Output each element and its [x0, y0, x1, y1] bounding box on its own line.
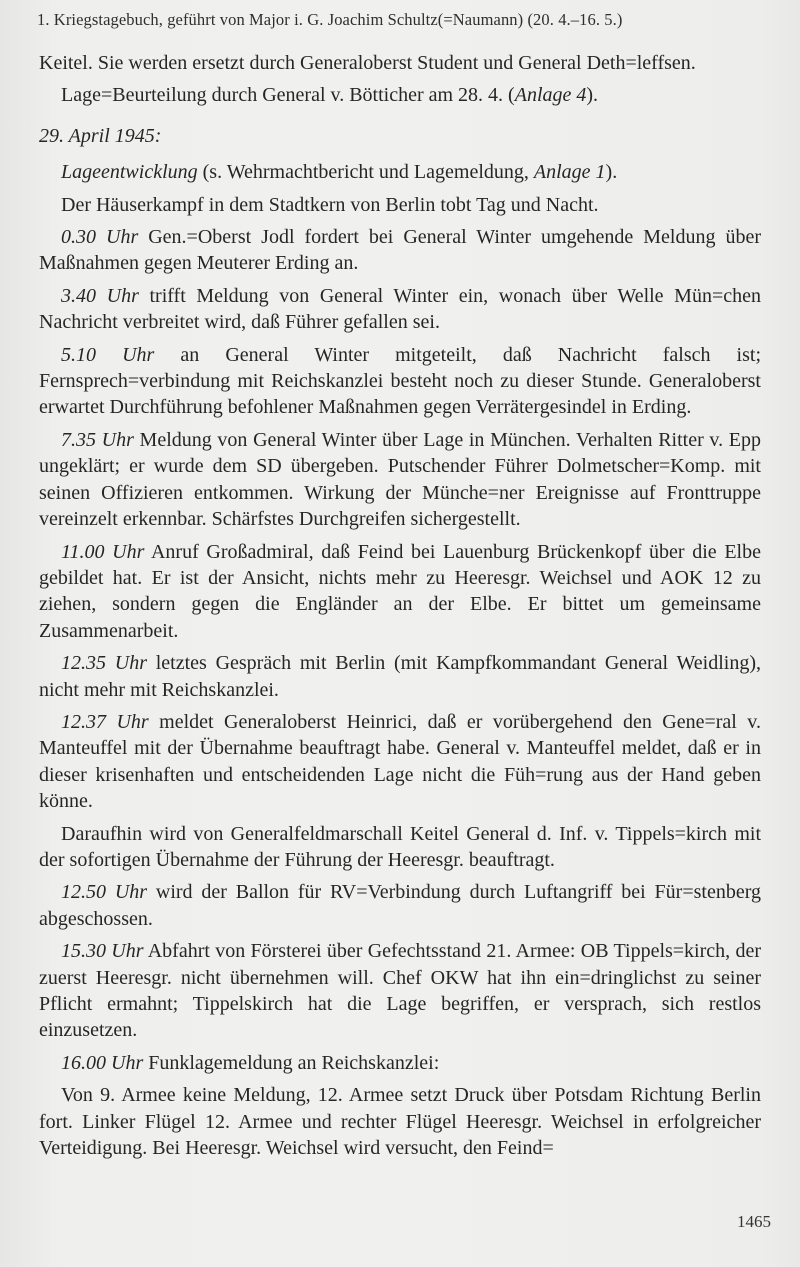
diary-entry [39, 283, 761, 336]
diary-entry [39, 709, 761, 815]
diary-entry [39, 427, 761, 533]
paragraph-lage-beurteilung [39, 82, 761, 108]
entry-text: Funklagemeldung an Reichskanzlei: [143, 1051, 440, 1074]
diary-entry [39, 938, 761, 1044]
diary-entry [39, 224, 761, 277]
date-heading: 29. April 1945: [39, 124, 162, 147]
text: (s. Wehrmachtbericht und Lagemeldung, [197, 161, 534, 184]
entry-text: wird der Ballon für RV=Verbindung durch Luftangriff bei Für=stenberg abgeschossen. [39, 881, 762, 930]
entry-time: 16.00 Uhr [61, 1051, 144, 1074]
entry-text: Abfahrt von Försterei über Gefechtsstand 21. Armee: OB Tippels=kirch, der zuerst Heeresgr. nicht übernehmen will. Chef OKW hat ihn ein=dringlichst zu seiner Pflicht ermahnt; Tippelskirch hat die Lage begriffen, er versprach, sich restlos einzusetzen. [39, 940, 761, 1042]
page-number: 1465 [737, 1212, 771, 1231]
body-text [39, 50, 761, 1161]
entry-time: 5.10 Uhr [61, 343, 155, 366]
entry-time: 0.30 Uhr [61, 226, 139, 249]
entry-text: trifft Meldung von General Winter ein, wonach über Welle Mün=chen Nachricht verbreitet wird, daß Führer gefallen sei. [39, 284, 761, 334]
term: Lageentwicklung [61, 161, 198, 184]
entry-text: Gen.=Oberst Jodl fordert bei General Winter umgehende Meldung über Maßnahmen gegen Meuterer Erding an. [39, 226, 761, 275]
text: ). [605, 161, 618, 184]
entry-time: 12.37 Uhr [61, 710, 149, 733]
annex-reference: Anlage 4 [514, 84, 587, 107]
paragraph-lageentwicklung [39, 159, 761, 185]
entry-text: letztes Gespräch mit Berlin (mit Kampfkommandant General Weidling), nicht mehr mit Reichskanzlei. [39, 652, 761, 701]
entry-text: Anruf Großadmiral, daß Feind bei Lauenburg Brückenkopf über die Elbe gebildet hat. Er ist der Ansicht, nichts mehr zu Heeresgr. Weichsel und AOK 12 zu ziehen, sondern gegen die Engländer an der Elbe. Er bittet um gemeinsame Zusammenarbeit. [39, 540, 761, 642]
entry-time: 3.40 Uhr [61, 284, 139, 307]
diary-entry [39, 1050, 761, 1076]
paragraph-funklagemeldung: Von 9. Armee keine Meldung, 12. Armee setzt Druck über Potsdam Richtung Berlin fort. Linker Flügel 12. Armee und rechter Flügel Heeresgr. Weichsel in erfolgreicher Verteidigung. Bei Heeresgr. Weichsel wird versucht, den Feind= [39, 1084, 761, 1160]
annex-reference: Anlage 1 [533, 161, 606, 184]
text: ). [586, 84, 599, 107]
paragraph-daraufhin: Daraufhin wird von Generalfeldmarschall Keitel General d. Inf. v. Tippels=kirch mit der sofortigen Übernahme der Führung der Heeresgr. beauftragt. [39, 822, 761, 871]
entry-time: 11.00 Uhr [61, 540, 145, 563]
paragraph-haeuserkampf: Der Häuserkampf in dem Stadtkern von Berlin tobt Tag und Nacht. [61, 193, 599, 216]
diary-entry [39, 342, 761, 421]
entry-time: 12.50 Uhr [61, 881, 148, 904]
entry-text: Meldung von General Winter über Lage in München. Verhalten Ritter v. Epp ungeklärt; er wurde dem SD übergeben. Putschender Führer Dolmetscher=Komp. mit seinen Offizieren entkommen. Wirkung der Münche=ner Ereignisse auf Fronttruppe vereinzelt erkennbar. Schärfstes Durchgreifen sichergestellt. [39, 428, 761, 531]
entry-text: an General Winter mitgeteilt, daß Nachricht falsch ist; Fernsprech=verbindung mit Reichskanzlei besteht noch zu dieser Stunde. Generaloberst erwartet Durchführung befohlener Maßnahmen gegen Verrätergesindel in Erding. [39, 343, 761, 419]
diary-entry [39, 539, 761, 645]
running-head: 1. Kriegstagebuch, geführt von Major i. G. Joachim Schultz(=Naumann) (20. 4.–16. 5.) [37, 10, 623, 29]
paragraph-continuation: Keitel. Sie werden ersetzt durch Generaloberst Student und General Deth=leffsen. [39, 52, 696, 74]
diary-entry [39, 650, 761, 703]
text: Lage=Beurteilung durch General v. Bötticher am 28. 4. ( [61, 84, 515, 107]
entry-text: meldet Generaloberst Heinrici, daß er vorübergehend den Gene=ral v. Manteuffel mit der Übernahme beauftragt habe. General v. Manteuffel meldet, daß er in dieser krisenhaften und entscheidenden Lage nicht die Füh=rung aus der Hand geben könne. [39, 710, 761, 813]
diary-entry [39, 879, 761, 932]
entry-time: 12.35 Uhr [61, 652, 147, 675]
entry-time: 15.30 Uhr [61, 940, 144, 963]
entry-time: 7.35 Uhr [61, 428, 134, 451]
